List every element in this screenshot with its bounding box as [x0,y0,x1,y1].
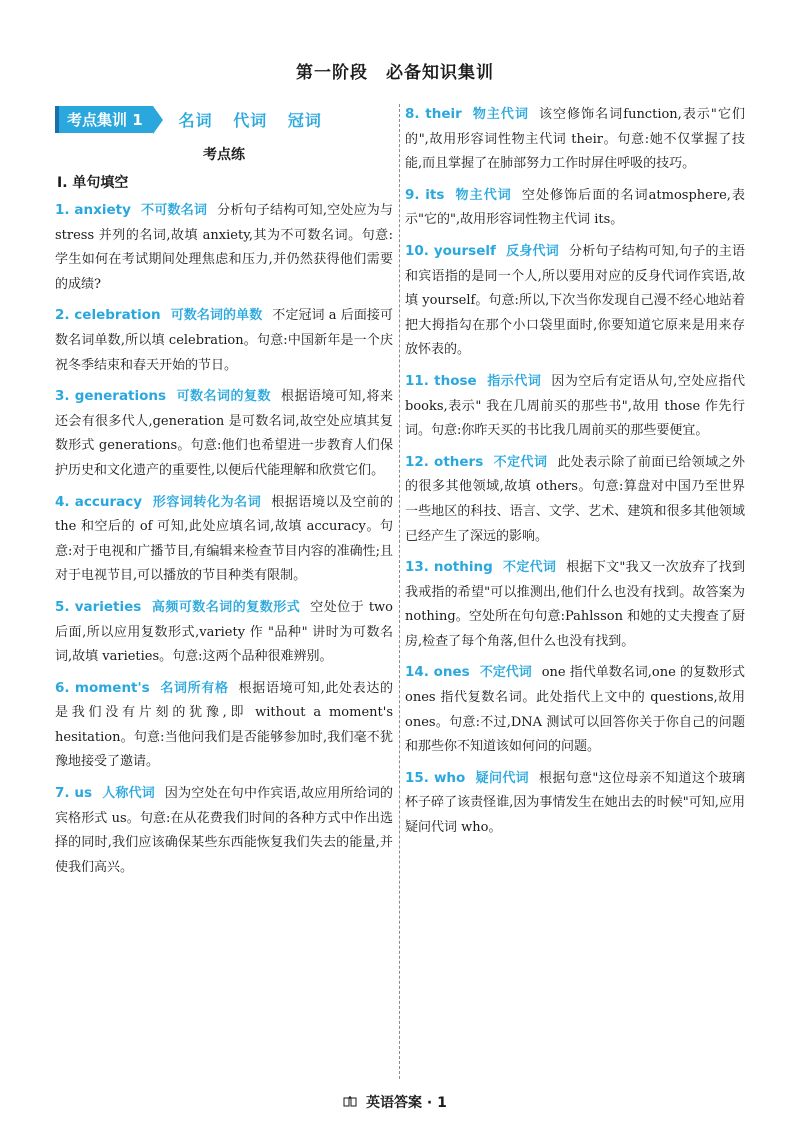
answer-tag: 不定代词 [502,560,557,576]
answer-explanation: 分析句子结构可知,句子的主语和宾语指的是同一个人,所以要用对应的反身代词作宾语,故填 yourself。句意:所以,下次当你发现自己漫不经心地站着把大拇指勾在那个小口袋里面时,你要知道它原来是用来存放怀表的。 [405,243,745,358]
answer-number: 14. ones [405,664,470,681]
book-logo-icon [343,1096,357,1108]
answer-explanation: 分析句子结构可知,空处应为与 stress 并列的名词,故填 anxiety,其为不可数名词。句意:学生如何在考试期间处理焦虑和压力,并仍然获得他们需要的成绩? [55,203,393,292]
answer-item [405,766,745,841]
page-title: 第一阶段 必备知识集训 [296,63,494,83]
column-divider [399,104,400,1079]
answer-tag: 不可数名词 [140,203,208,218]
answer-number: 1. anxiety [55,202,131,218]
answer-explanation: one 指代单数名词,one 的复数形式 ones 指代复数名词。此处指代上文中的 questions,故用 ones。句意:不过,DNA 测试可以回答你关于你自己的问题和那些你不知道该如何问的问题。 [405,665,745,755]
answer-item [55,595,393,670]
answer-tag: 名词所有格 [159,680,229,696]
answer-item [405,555,745,654]
answer-number: 7. us [55,785,93,802]
answer-explanation: 根据下文"我又一次放弃了找到我戒指的希望"可以推测出,他们什么也没有找到。故答案为 nothing。空处所在句句意:Pahlsson 和她的丈夫搜查了厨房,检查了每个角落,但什么也没有找到。 [405,560,745,649]
left-column [55,102,393,886]
answer-number: 6. moment's [55,679,150,696]
answer-item [405,183,745,233]
answer-item [405,239,745,363]
answer-number: 9. its [405,186,445,203]
answer-number: 5. varieties [55,598,142,615]
section-banner [55,104,393,134]
answer-tag: 不定代词 [493,454,548,470]
answer-item [55,198,393,297]
answer-tag: 物主代词 [454,187,512,203]
answer-explanation: 根据语境可知,此处表达的是我们没有片刻的犹豫,即 without a moment's hesitation。句意:当他问我们是否能够参加时,我们毫不犹豫地接受了邀请。 [55,680,393,770]
answer-tag: 形容词转化为名词 [152,494,262,510]
answer-item [55,490,393,589]
answer-number: 11. those [405,372,477,389]
answer-explanation: 此处表示除了前面已给领域之外的很多其他领域,故填 others。句意:算盘对中国乃至世界一些地区的科技、语言、文学、艺术、建筑和很多其他领域已经产生了深远的影响。 [405,454,745,544]
answer-number: 12. others [405,453,484,470]
answer-number: 13. nothing [405,559,493,576]
answer-number: 2. celebration [55,307,161,324]
answer-tag: 可数名词的单数 [170,308,263,324]
answer-explanation: 因为空处在句中作宾语,故应用所给词的宾格形式 us。句意:在从花费我们时间的各种方式中作出选择的同时,我们应该确保某些东西能恢复我们失去的能量,并使我们高兴。 [55,786,393,875]
banner-title: 名词 代词 冠词 [178,110,322,130]
answer-number: 15. who [405,769,466,786]
answer-explanation: 根据语境可知,将来还会有很多代人,generation 是可数名词,故空处应填其复数形式 generations。句意:他们也希望进一步教育人们保护历史和文化遗产的重要性,以便后代能理解和欣赏它们。 [55,389,393,478]
answer-explanation: 该空修饰名词function,表示"它们的",故用形容词性物主代词 their。句意:她不仅掌握了技能,而且掌握了在肺部努力工作时屏住呼吸的技巧。 [405,107,745,172]
section-heading: Ⅰ. 单句填空 [57,175,129,191]
page-footer [0,1092,790,1112]
answer-item [405,660,745,759]
answer-explanation: 根据语境以及空前的 the 和空后的 of 可知,此处应填名词,故填 accuracy。句意:对于电视和广播节目,有编辑来检查节目内容的准确性;且对于电视节目,可以播放的节目种类有限制。 [55,494,393,584]
answer-tag: 不定代词 [479,665,532,681]
answer-tag: 人称代词 [102,786,155,802]
answer-explanation: 因为空后有定语从句,空处应指代 books,表示" 我在几周前买的那些书",故用 those 作先行词。句意:你昨天买的书比我几周前买的那些要便宜。 [405,373,745,439]
answer-item [55,781,393,880]
answer-explanation: 空处位于 two 后面,所以应用复数形式,variety 作 "品种" 讲时为可数名词,故填 varieties。句意:这两个品种很难辨别。 [55,599,393,665]
answer-tag: 指示代词 [486,373,542,389]
answer-item [405,369,745,444]
answer-tag: 疑问代词 [475,770,529,786]
answer-item [55,384,393,483]
answer-number: 4. accuracy [55,493,143,510]
answer-explanation: 根据句意"这位母亲不知道这个玻璃杯子碎了该责怪谁,因为事情发生在她出去的时候"可知,应用疑问代词 who。 [405,770,745,836]
answer-tag: 可数名词的复数 [176,389,271,405]
right-answer-list [405,102,745,841]
answer-item [55,676,393,775]
answer-number: 8. their [405,106,462,122]
answer-item [55,303,393,378]
banner-tag: 考点集训 1 [55,106,153,133]
left-answer-list [55,198,393,880]
right-column [405,102,745,847]
answer-tag: 物主代词 [471,107,529,122]
answer-number: 3. generations [55,388,167,405]
answer-tag: 高频可数名词的复数形式 [151,599,301,615]
answer-item [405,102,745,177]
answer-item [405,450,745,549]
answer-tag: 反身代词 [505,243,559,259]
answer-number: 10. yourself [405,242,496,259]
footer-label: 英语答案 · 1 [366,1095,447,1111]
answer-explanation: 空处修饰后面的名词atmosphere,表示"它的",故用形容词性物主代词 its。 [405,187,745,228]
answer-explanation: 不定冠词 a 后面接可数名词单数,所以填 celebration。句意:中国新年是一个庆祝冬季结束和春天开始的节日。 [55,308,393,373]
subheading: 考点练 [203,147,245,163]
